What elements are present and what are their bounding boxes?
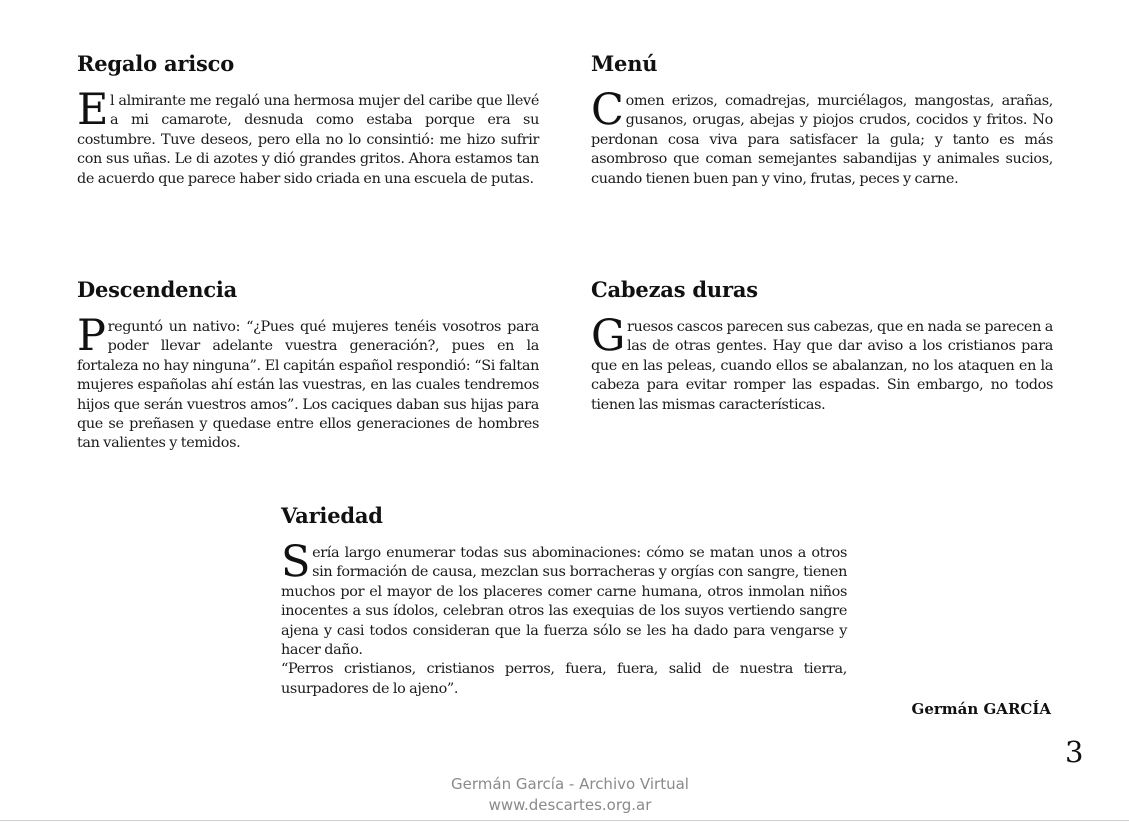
page-number: 3 bbox=[1065, 735, 1084, 769]
section-paragraph bbox=[281, 537, 847, 660]
section-title: Regalo arisco bbox=[77, 51, 235, 76]
bottom-divider bbox=[0, 820, 1129, 821]
paragraph-text: omen erizos, comadrejas, murciélagos, mangostas, arañas, gusanos, orugas, abejas y piojos crudos, cocidos y fritos. No perdonan cosa viva para satisfacer la gula; y tanto es más asombroso que coman semejantes sabandijas y animales sucios, cuando tienen buen pan y vino, frutas, peces y carne. bbox=[591, 93, 1053, 187]
paragraph-text: ruesos cascos parecen sus cabezas, que en nada se parecen a las de otras gentes. Hay que dar aviso a los cristianos para que en las peleas, cuando ellos se abalanzan, no los ataquen en la cabeza para evitar romper las espadas. Sin embargo, no todos tienen las mismas características. bbox=[591, 319, 1053, 413]
drop-cap: G bbox=[591, 311, 625, 361]
section-body bbox=[77, 85, 539, 189]
section-paragraph: “Perros cristianos, cristianos perros, fuera, fuera, salid de nuestra tierra, usurpadores de lo ajeno”. bbox=[281, 661, 847, 697]
section-title: Cabezas duras bbox=[591, 277, 758, 302]
paragraph-text: ería largo enumerar todas sus abominaciones: cómo se matan unos a otros sin formación de causa, mezclan sus borracheras y orgías con sangre, tienen muchos por el mayor de los placeres comer carne humana, otros inmolan niños inocentes a sus ídolos, celebran otros las exequias de los suyos vertiendo sangre ajena y casi todos consideran que la fuerza sólo se les ha dado para vengarse y hacer daño. bbox=[281, 545, 847, 659]
section-menu bbox=[591, 51, 1053, 189]
drop-cap: E bbox=[77, 85, 109, 135]
section-body bbox=[77, 311, 539, 454]
section-descendencia bbox=[77, 277, 539, 454]
section-paragraph bbox=[591, 311, 1053, 415]
section-variedad bbox=[281, 503, 847, 699]
section-paragraph bbox=[77, 311, 539, 454]
author-signature: Germán GARCÍA bbox=[911, 700, 1051, 718]
section-title: Variedad bbox=[281, 503, 383, 528]
section-regalo-arisco bbox=[77, 51, 539, 189]
paragraph-text: l almirante me regaló una hermosa mujer del caribe que llevé a mi camarote, desnuda como estaba porque era su costumbre. Tuve deseos, pero ella no lo consintió: me hizo sufrir con sus uñas. Le di azotes y dió grandes gritos. Ahora estamos tan de acuerdo que parece haber sido criada en una escuela de putas. bbox=[77, 93, 539, 187]
section-body bbox=[281, 537, 847, 699]
section-title: Menú bbox=[591, 51, 658, 76]
section-paragraph bbox=[77, 85, 539, 189]
footer-website: www.descartes.org.ar bbox=[488, 796, 652, 814]
section-body bbox=[591, 85, 1053, 189]
drop-cap: P bbox=[77, 311, 106, 361]
section-body bbox=[591, 311, 1053, 415]
drop-cap: C bbox=[591, 85, 624, 135]
section-paragraph bbox=[591, 85, 1053, 189]
section-title: Descendencia bbox=[77, 277, 238, 302]
paragraph-text: reguntó un nativo: “¿Pues qué mujeres tenéis vosotros para poder llevar adelante vuestra generación?, pues en la fortaleza no hay ninguna”. El capitán español respondió: “Si faltan mujeres españolas ahí están las vuestras, en las cuales tendremos hijos que serán vuestros amos”. Los caciques daban sus hijas para que se preñasen y quedase entre ellos generaciones de hombres tan valientes y temidos. bbox=[77, 319, 539, 452]
drop-cap: S bbox=[281, 537, 311, 587]
section-cabezas-duras bbox=[591, 277, 1053, 415]
footer-archive-name: Germán García - Archivo Virtual bbox=[451, 775, 689, 793]
